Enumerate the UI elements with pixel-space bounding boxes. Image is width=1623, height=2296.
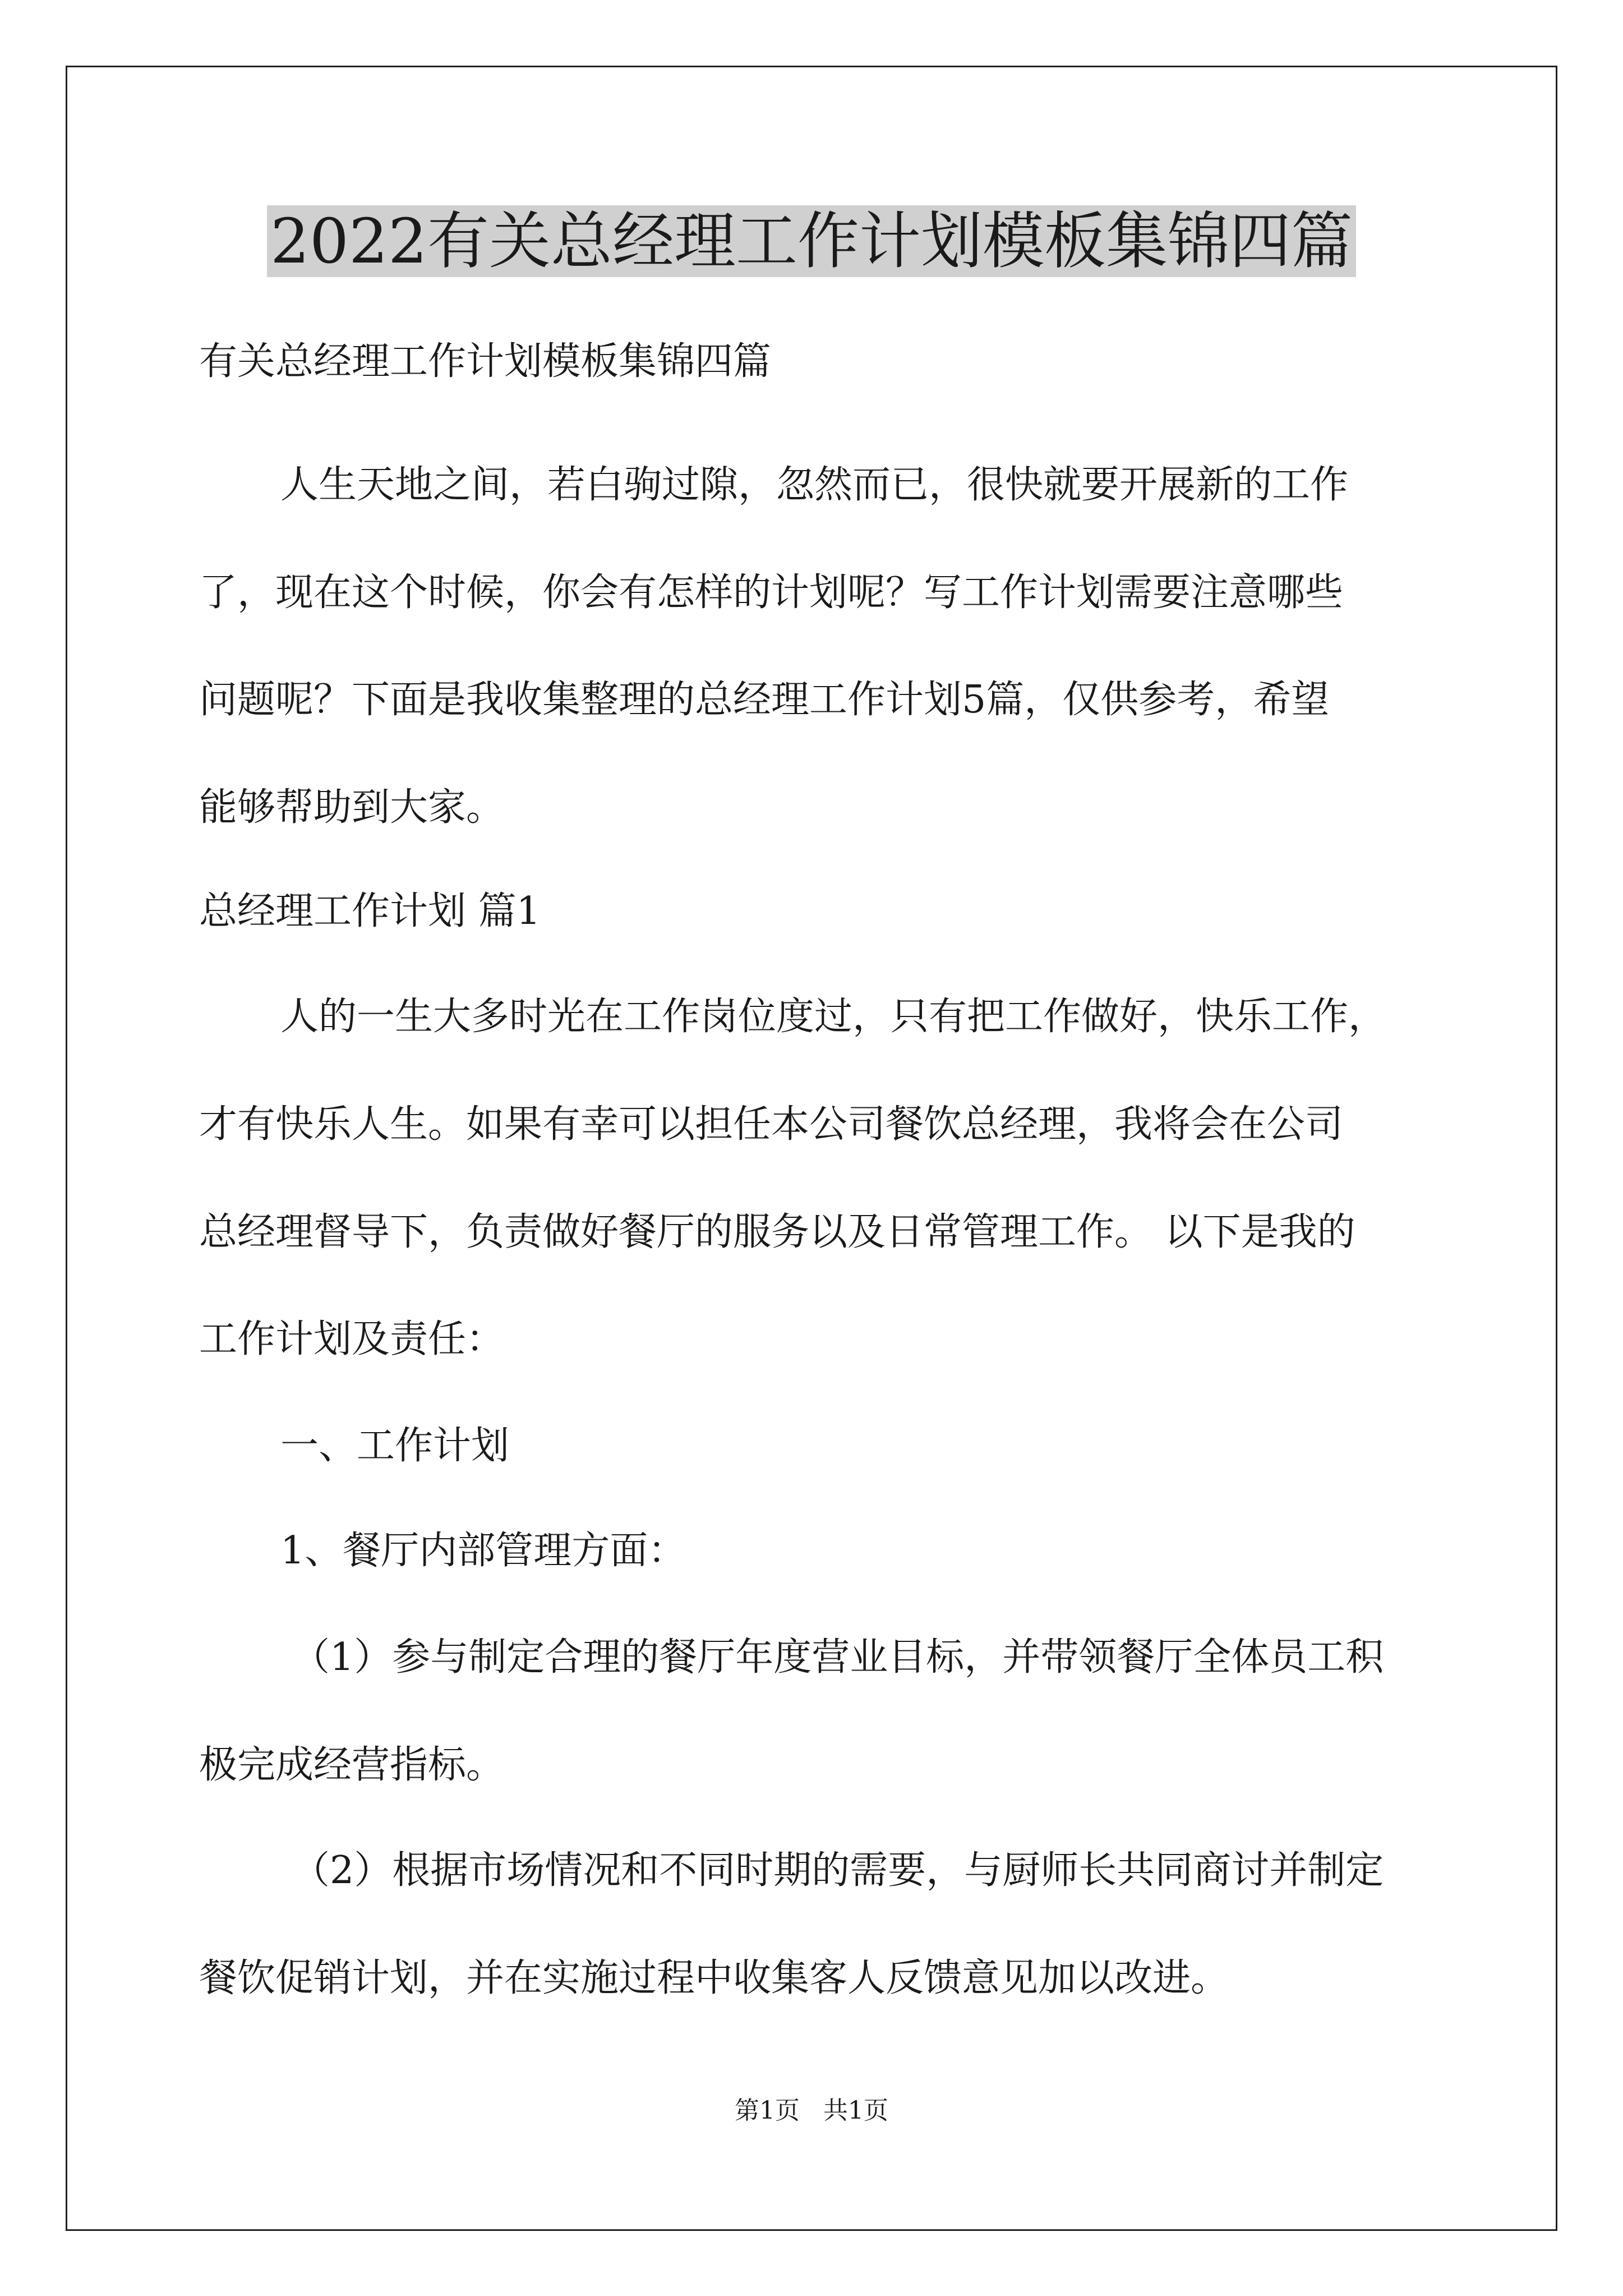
list-item: （1）参与制定合理的餐厅年度营业目标，并带领餐厅全体员工积 [292, 1635, 1384, 1680]
page-footer: 第1页 共1页 [735, 2096, 888, 2125]
list-item: 1、餐厅内部管理方面： [280, 1529, 686, 1573]
document-title-text: 2022有关总经理工作计划模板集锦四篇 [267, 205, 1356, 277]
paragraph-line: 能够帮助到大家。 [199, 785, 505, 830]
paragraph-line: 餐饮促销计划，并在实施过程中收集客人反馈意见加以改进。 [199, 1956, 1229, 2000]
paragraph-line: 问题呢？下面是我收集整理的总经理工作计划5篇，仅供参考，希望 [199, 678, 1330, 722]
paragraph-line: 总经理督导下，负责做好餐厅的服务以及日常管理工作。 以下是我的 [199, 1210, 1355, 1254]
paragraph-line: 才有快乐人生。如果有幸可以担任本公司餐饮总经理，我将会在公司 [199, 1102, 1344, 1147]
paragraph-line: 人生天地之间，若白驹过隙，忽然而已，很快就要开展新的工作 [280, 463, 1349, 507]
document-title [0, 199, 1623, 283]
list-item: （2）根据市场情况和不同时期的需要，与厨师长共同商讨并制定 [292, 1848, 1384, 1893]
list-heading: 一、工作计划 [280, 1424, 510, 1468]
section-heading: 总经理工作计划 篇1 [199, 889, 541, 933]
paragraph-line: 极完成经营指标。 [199, 1743, 505, 1787]
paragraph-line: 人的一生大多时光在工作岗位度过，只有把工作做好，快乐工作， [280, 995, 1387, 1039]
paragraph-line: 工作计划及责任： [199, 1317, 505, 1361]
paragraph-line: 了，现在这个时候，你会有怎样的计划呢？写工作计划需要注意哪些 [199, 570, 1344, 615]
subtitle-line: 有关总经理工作计划模板集锦四篇 [199, 339, 772, 384]
